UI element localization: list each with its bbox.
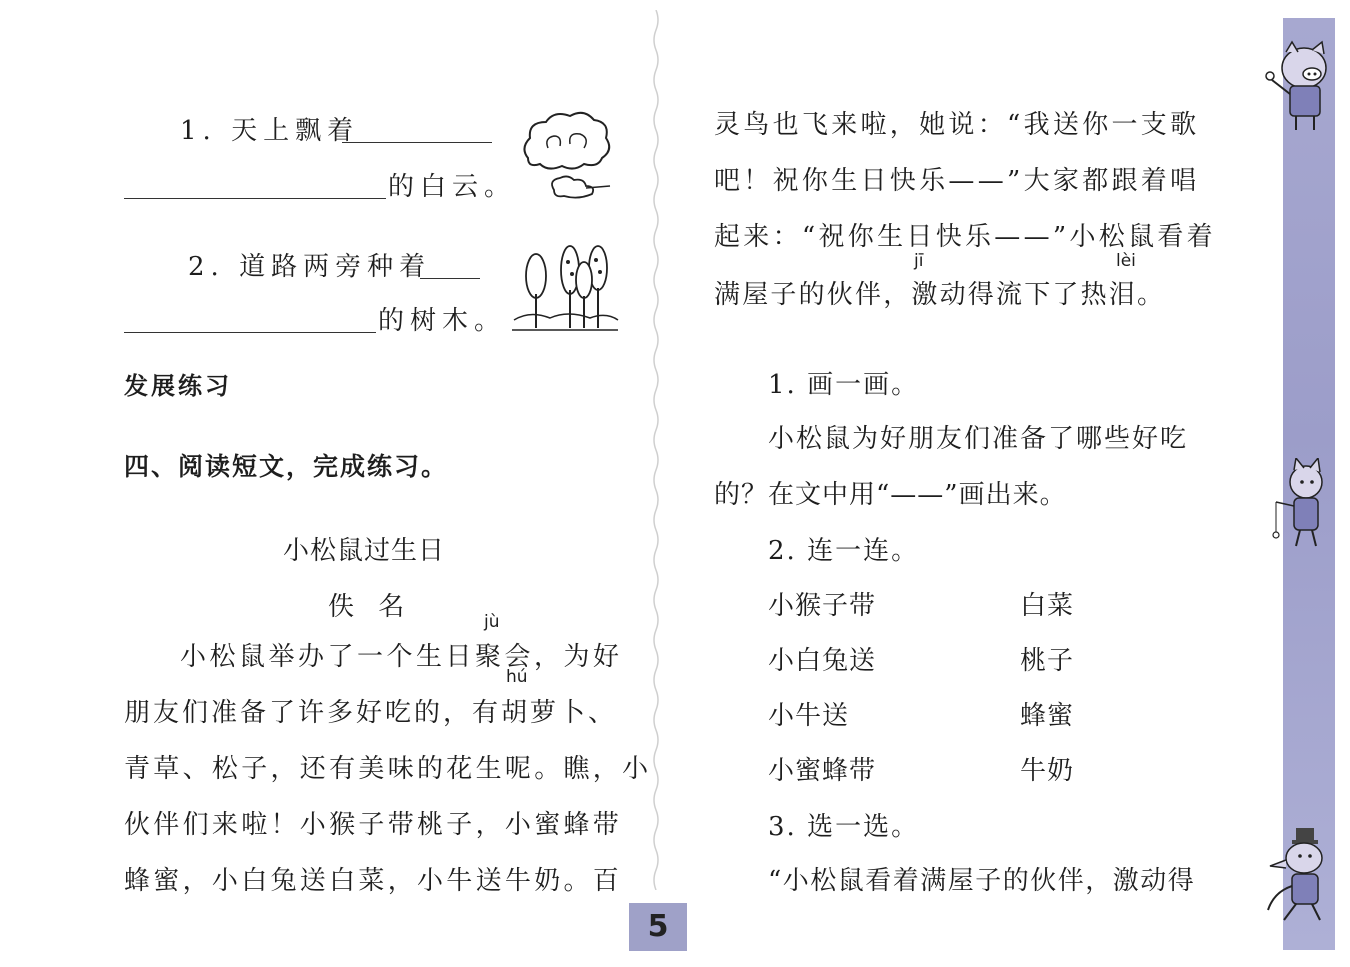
trees-illustration [510, 240, 620, 334]
exercise-1-line: 的？在文中用“——”画出来。 [714, 480, 1067, 510]
para-line: 朋友们准备了许多好吃的，有胡萝卜、 [124, 698, 618, 728]
match-right-item[interactable]: 蜂蜜 [1020, 701, 1075, 731]
para-line: 满屋子的伙伴，激动得流下了热泪。 [714, 280, 1166, 310]
answer-blank-2a[interactable] [420, 278, 480, 279]
pig-mascot-icon [1262, 40, 1338, 134]
answer-blank-2b[interactable] [124, 332, 376, 333]
q1-line2: 的白云。 [388, 172, 517, 202]
cloud-illustration [518, 108, 614, 204]
page-spine [650, 10, 662, 890]
section-heading: 发展练习 [124, 372, 232, 400]
story-title: 小松鼠过生日 [283, 536, 446, 566]
para-line: 起来：“祝你生日快乐——”小松鼠看着 [714, 222, 1216, 252]
exercise-3-line: “小松鼠看着满屋子的伙伴，激动得 [768, 866, 1196, 896]
exercise-1-title: 1. 画一画。 [768, 370, 920, 400]
fox-mascot-icon [1264, 826, 1336, 926]
para-line: 吧！祝你生日快乐——”大家都跟着唱 [714, 166, 1200, 196]
para-line: 伙伴们来啦！小猴子带桃子，小蜜蜂带 [124, 810, 623, 840]
page-number: 5 [629, 903, 687, 951]
match-left-item[interactable]: 小猴子带 [768, 591, 877, 621]
exercise-3-title: 3. 选一选。 [768, 812, 920, 842]
exercise-2-title: 2. 连一连。 [768, 536, 920, 566]
q2-line2: 的树木。 [378, 306, 507, 336]
pinyin-ju: jù [484, 612, 500, 632]
match-left-item[interactable]: 小白兔送 [768, 646, 877, 676]
match-left-item[interactable]: 小牛送 [768, 701, 850, 731]
q2-line1: 2. 道路两旁种着 [188, 252, 432, 282]
para-line: 小松鼠举办了一个生日聚会，为好 [180, 642, 623, 672]
para-line: 青草、松子，还有美味的花生呢。瞧，小 [124, 754, 652, 784]
pinyin-hu: hú [506, 667, 528, 687]
match-right-item[interactable]: 桃子 [1020, 646, 1075, 676]
para-line: 灵鸟也飞来啦，她说：“我送你一支歌 [714, 110, 1200, 140]
para-line: 蜂蜜，小白兔送白菜，小牛送牛奶。百 [124, 866, 623, 896]
match-left-item[interactable]: 小蜜蜂带 [768, 756, 877, 786]
match-right-item[interactable]: 牛奶 [1020, 756, 1075, 786]
answer-blank-1a[interactable] [342, 142, 492, 143]
exercise-1-line: 小松鼠为好朋友们准备了哪些好吃 [768, 424, 1189, 454]
q1-line1: 1. 天上飘着 [180, 116, 360, 146]
wolf-mascot-icon [1270, 458, 1336, 550]
story-author: 佚 名 [328, 592, 413, 622]
pinyin-lei: lèi [1116, 251, 1136, 271]
task-heading: 四、阅读短文，完成练习。 [124, 452, 449, 481]
pinyin-ji: jī [914, 251, 924, 271]
answer-blank-1b[interactable] [124, 198, 386, 199]
match-right-item[interactable]: 白菜 [1020, 591, 1075, 621]
